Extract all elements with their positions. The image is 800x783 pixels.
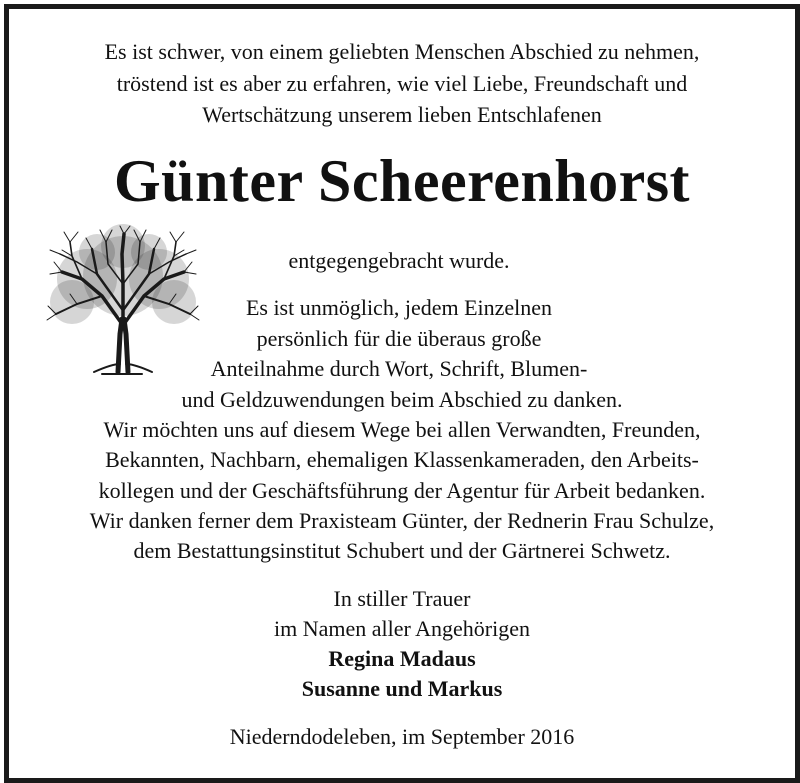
body-line-7: Bekannten, Nachbarn, ehemaligen Klassenkameraden, den Arbeits- <box>105 447 699 472</box>
body-line-6: Wir möchten uns auf diesem Wege bei allen Verwandten, Freunden, <box>103 417 701 442</box>
signer-2: Susanne und Markus <box>301 676 503 701</box>
body-line-9: Wir danken ferner dem Praxisteam Günter, der Rednerin Frau Schulze, <box>89 508 715 533</box>
intro-line-1: Es ist schwer, von einem geliebten Menschen Abschied zu nehmen, <box>104 39 700 64</box>
body-line-5: und Geldzuwendungen beim Abschied zu danken. <box>181 387 623 412</box>
body-line-10: dem Bestattungsinstitut Schubert und der Gärtnerei Schwetz. <box>133 538 671 563</box>
intro-line-2: tröstend ist es aber zu erfahren, wie viel Liebe, Freundschaft und <box>116 71 688 96</box>
closing-line-1: In stiller Trauer <box>333 586 471 611</box>
body-line-1: entgegengebracht wurde. <box>288 248 510 273</box>
body-line-4: Anteilnahme durch Wort, Schrift, Blumen- <box>210 356 588 381</box>
signer-1: Regina Madaus <box>328 646 476 671</box>
closing-line-2: im Namen aller Angehörigen <box>274 616 530 641</box>
place-date: Niederndodeleben, im September 2016 <box>229 724 575 749</box>
intro-line-3: Wertschätzung unserem lieben Entschlafenen <box>202 102 602 127</box>
body-line-3: persönlich für die überaus große <box>256 326 542 351</box>
obituary-frame <box>4 4 800 783</box>
body-line-2: Es ist unmöglich, jedem Einzelnen <box>245 295 553 320</box>
deceased-name: Günter Scheerenhorst <box>113 148 691 214</box>
body-line-8: kollegen und der Geschäftsführung der Agentur für Arbeit bedanken. <box>98 478 706 503</box>
